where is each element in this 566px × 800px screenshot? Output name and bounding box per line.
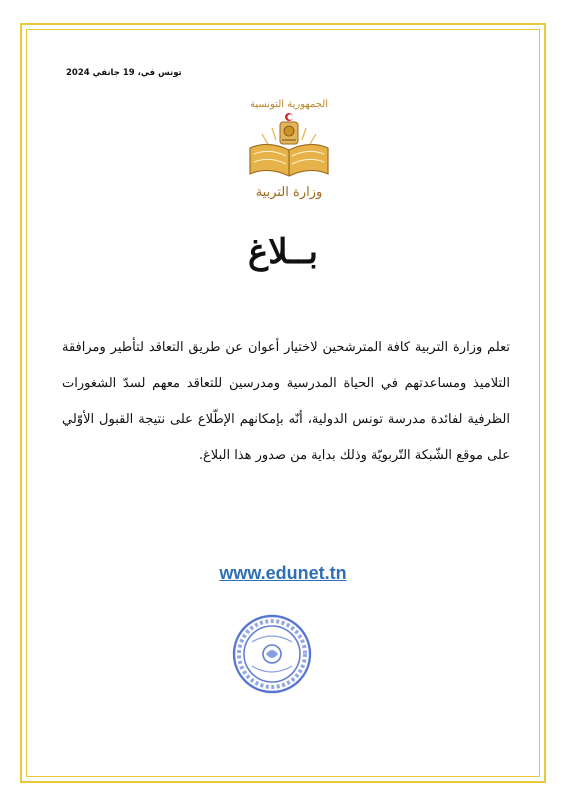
announcement-body: تعلم وزارة التربية كافة المترشحين لاختيار أعوان عن طريق التعاقد لتأطير ومرافقة التلاميذ ومساعدتهم في الحياة المدرسية ومدرسين للتعاقد معهم لسدّ الشغورات الظرفية لفائدة مدرسة تونس الدولية، أنّه بإمكانهم الإطّلاع على نتيجة القبول الأوّلي على موقع الشّبكة التّربويّة وذلك بداية من صدور هذا البلاغ. bbox=[62, 340, 510, 463]
emblem-republic-text: الجمهورية التونسية bbox=[249, 99, 329, 110]
edunet-link[interactable]: www.edunet.tn bbox=[219, 563, 347, 583]
book-emblem-icon bbox=[238, 96, 340, 204]
official-seal-icon bbox=[230, 612, 314, 696]
announcement-title: بــلاغ bbox=[248, 232, 318, 272]
document-date: تونس في، 19 جانفي 2024 bbox=[66, 68, 182, 78]
emblem-ministry-text: وزارة التربية bbox=[255, 185, 323, 200]
